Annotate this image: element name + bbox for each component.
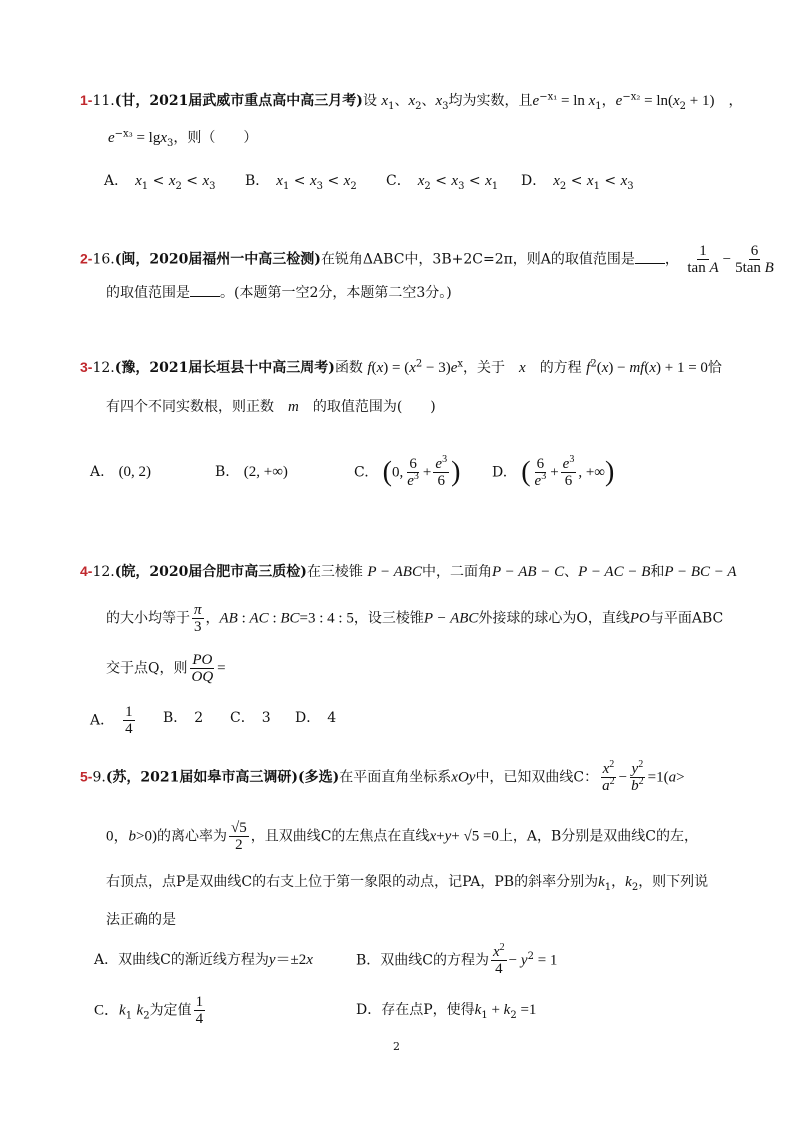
question-text: 有四个不同实数根，则正数 — [106, 399, 274, 415]
option-b: B. (2, +∞) — [215, 464, 288, 480]
question-text: 的离心率为 — [156, 828, 227, 845]
question-text: 函数 — [334, 360, 363, 376]
question-index: 9. — [92, 769, 106, 786]
question-source: (闽，2020届福州一中高三检测) — [114, 251, 321, 268]
question-text: 的取值范围是 — [106, 285, 190, 301]
question-text: ，设三棱锥 — [353, 610, 424, 627]
option-c: C． $x_2 < x_3 < x_1$ — [386, 173, 499, 192]
question-index: 12. — [92, 360, 115, 376]
question-text: 。(本题第一空2分，本题第二空3分。) — [220, 285, 452, 301]
question-5-line-2: 0，b>0)的离心率为 $\frac{√5}{2}$ ，且双曲线C的左焦点在直线x+y+ √5 =0上，A，B分别是双曲线C的左， — [106, 820, 699, 853]
answer-blank[interactable] — [635, 251, 665, 264]
question-source: (皖，2020届合肥市高三质检) — [114, 564, 307, 580]
question-text: 上，A，B分别是双曲线C的左， — [498, 828, 699, 845]
question-index: 16. — [92, 251, 115, 268]
question-5-line-3: 右顶点，点P是双曲线C的右支上位于第一象限的动点，记PA，PB的斜率分别为$k_1$，$k_2$，则下列说 — [106, 874, 709, 893]
question-text: 的方程 — [539, 360, 582, 376]
question-3-line-1: 3-12.(豫，2021届长垣县十中高三周考)函数 $f(x) = (x^2 - 3)e^x$，关于 x 的方程 $f^2(x) - mf(x) + 1 = 0$恰 — [80, 358, 722, 376]
question-text: 外接球的球心为O，直线 — [478, 610, 630, 627]
question-source: (豫，2021届长垣县十中高三周考) — [114, 360, 335, 376]
option-c: C．$k_1$ $k_2$为定值 $\frac{1}{4}$ — [94, 994, 204, 1027]
question-index: 12. — [92, 564, 115, 580]
question-4-line-3: 交于点Q，则 $\frac{PO}{OQ}$ = — [106, 652, 226, 685]
question-text: 与平面ABC — [649, 610, 724, 627]
question-text: 交于点Q，则 — [106, 660, 188, 677]
question-text: ，则（ ） — [173, 130, 258, 146]
option-c: C． 3 — [230, 710, 271, 726]
option-b: B．双曲线C的方程为 $\frac{x^2}{4}$ − $y^2 = 1$ — [356, 942, 558, 977]
question-text: 均为实数，且 — [448, 93, 533, 109]
question-source: (甘，2021届武威市重点高中高三月考) — [114, 93, 363, 109]
page-number: 2 — [393, 1040, 400, 1053]
question-source: (苏，2021届如皋市高三调研)(多选) — [105, 769, 340, 786]
question-2-line-1: 2-16.(闽，2020届福州一中高三检测)在锐角ΔABC中，3B+2C=2π，则A的取值范围是 ， $\frac{1}{\text{tan A}}$ − $\frac{6}{\text{5tan B}}$ — [80, 243, 774, 276]
question-number: 3- — [80, 359, 93, 375]
option-a: A． $x_1 < x_2 < x_3$ — [104, 173, 216, 192]
question-text: 恰 — [707, 360, 722, 376]
question-4-line-1: 4-12.(皖，2020届合肥市高三质检)在三棱锥 P − ABC中，二面角P − AB − C、P − AC − B和P − BC − A — [80, 563, 737, 580]
option-d: D. ( $\frac{6}{e^3}$ + $\frac{e^3}{6}$ , +∞) — [492, 454, 615, 489]
option-d: D． 4 — [295, 710, 337, 726]
question-text: 在平面直角坐标系 — [339, 769, 452, 786]
option-d: D．存在点P，使得$k_1 + k_2 =1$ — [356, 1002, 537, 1021]
question-text: 右顶点，点P是双曲线C的右支上位于第一象限的动点，记PA，PB的斜率分别为 — [106, 874, 599, 890]
question-text: ，则下列说 — [638, 874, 709, 890]
question-text: 设 — [362, 93, 377, 109]
option-a: A．双曲线C的渐近线方程为y＝±2x — [94, 952, 313, 968]
option-c: C. (0, $\frac{6}{e^3}$ + $\frac{e^3}{6}$ ) — [354, 454, 461, 489]
question-text: 在三棱锥 — [306, 564, 363, 580]
question-2-line-2 — [106, 283, 452, 303]
option-b: B． $x_1 < x_3 < x_2$ — [245, 173, 357, 192]
question-text: 的大小均等于 — [106, 610, 190, 627]
question-5-line-1: 5-9.(苏，2021届如皋市高三调研)(多选)在平面直角坐标系xOy中，已知双曲线C： $\frac{x^2}{a^2}$ − $\frac{y^2}{b^2}$ =1(a> — [80, 759, 685, 794]
question-1-line-2: $e^{-x_3} = \lg x_3$，则（ ） — [108, 128, 258, 149]
question-3-line-2: 有四个不同实数根，则正数 m 的取值范围为( ) — [106, 399, 436, 415]
question-text: 的取值范围为( ) — [312, 399, 436, 415]
question-5-line-4 — [106, 910, 176, 930]
option-b: B． 2 — [163, 710, 204, 726]
option-a: A． $\frac{1}{4}$ — [90, 704, 133, 737]
question-index: 11. — [92, 93, 115, 109]
question-text: 在锐角ΔABC中，3B+2C=2π，则A的取值范围是 — [320, 251, 635, 268]
question-text: ，关于 — [463, 360, 506, 376]
question-1-line-1: 1-11.(甘，2021届武威市重点高中高三月考)设 $x_1$、$x_2$、$x_3$均为实数，且$e^{-x_1} = \ln x_1$，$e^{-x_2} = \ln(x_2 + 1)$ ， — [80, 91, 743, 112]
question-number: 2- — [80, 250, 93, 267]
question-text: ，且双曲线C的左焦点在直线 — [250, 828, 430, 845]
question-number: 4- — [80, 563, 93, 579]
option-d: D． $x_2 < x_1 < x_3$ — [521, 173, 634, 192]
question-text: 法正确的是 — [106, 912, 176, 928]
question-number: 1- — [80, 92, 93, 108]
question-number: 5- — [80, 768, 93, 785]
question-4-line-2: 的大小均等于 $\frac{\pi}{3}$ ，AB : AC : BC=3 : 4 : 5，设三棱锥P − ABC外接球的球心为O，直线PO与平面ABC — [106, 602, 724, 635]
option-a: A. (0, 2) — [90, 464, 152, 480]
question-text: 中，已知双曲线C： — [475, 769, 599, 786]
answer-blank[interactable] — [190, 284, 220, 297]
question-text: 中，二面角 — [421, 564, 492, 580]
